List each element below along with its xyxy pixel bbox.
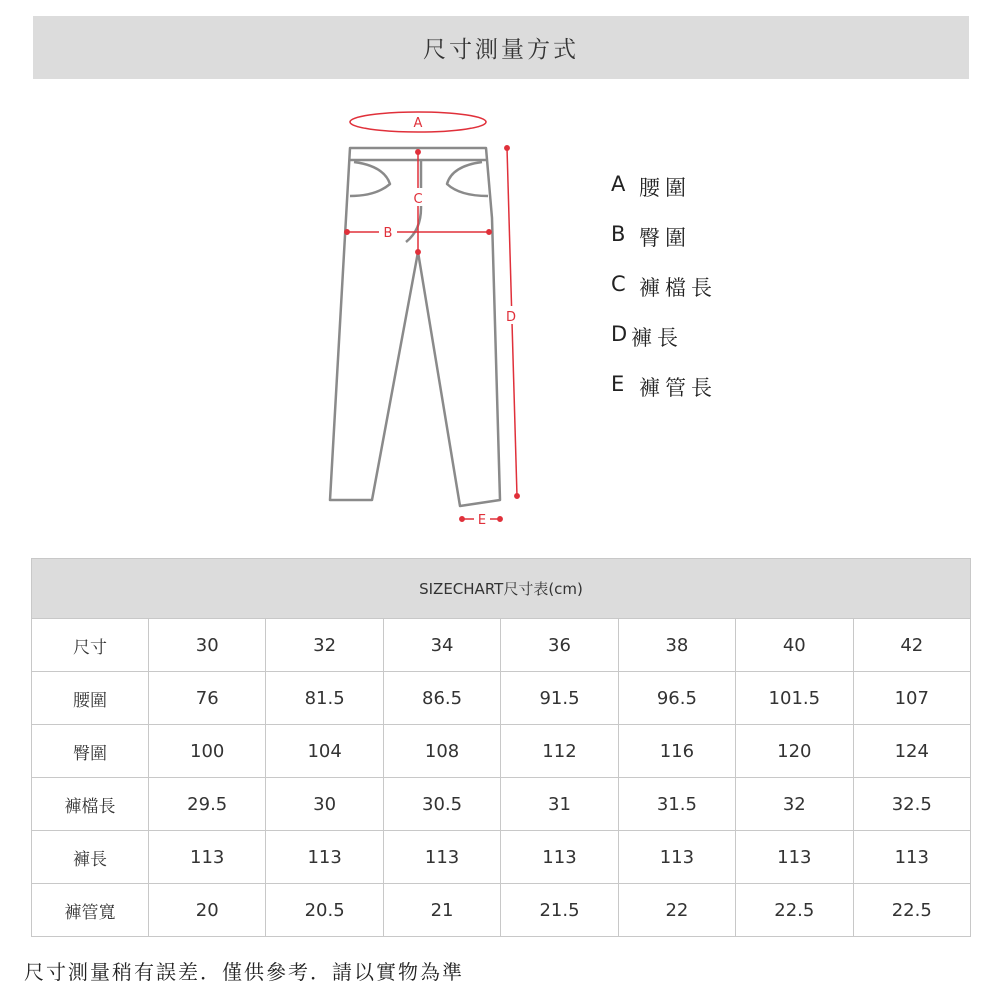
legend-key: C bbox=[611, 272, 626, 296]
legend-item bbox=[611, 172, 717, 222]
table-cell: 32.5 bbox=[853, 778, 970, 831]
row-label: 尺寸 bbox=[32, 619, 149, 672]
legend-text: 腰圍 bbox=[639, 176, 691, 200]
legend-text: 褲管長 bbox=[639, 376, 717, 400]
table-cell: 22 bbox=[618, 884, 735, 937]
right-pocket bbox=[447, 162, 488, 196]
size-chart-table bbox=[31, 558, 971, 937]
table-cell: 113 bbox=[149, 831, 266, 884]
table-cell: 34 bbox=[383, 619, 500, 672]
table-cell: 113 bbox=[853, 831, 970, 884]
table-cell: 20 bbox=[149, 884, 266, 937]
table-cell: 104 bbox=[266, 725, 383, 778]
table-row bbox=[32, 725, 971, 778]
legend-text: 臀圍 bbox=[639, 226, 691, 250]
table-row bbox=[32, 778, 971, 831]
table-cell: 36 bbox=[501, 619, 618, 672]
table-cell: 22.5 bbox=[736, 884, 853, 937]
row-label: 褲長 bbox=[32, 831, 149, 884]
table-cell: 21.5 bbox=[501, 884, 618, 937]
table-cell: 112 bbox=[501, 725, 618, 778]
marker-d: D bbox=[505, 310, 517, 325]
marker-a: A bbox=[413, 116, 423, 131]
legend-text: 褲檔長 bbox=[639, 276, 717, 300]
table-row bbox=[32, 884, 971, 937]
legend-item bbox=[611, 272, 717, 322]
table-cell: 20.5 bbox=[266, 884, 383, 937]
legend-item bbox=[611, 372, 717, 422]
table-cell: 86.5 bbox=[383, 672, 500, 725]
marker-b: B bbox=[383, 226, 393, 241]
table-cell: 81.5 bbox=[266, 672, 383, 725]
row-label: 褲管寬 bbox=[32, 884, 149, 937]
page-title: 尺寸測量方式 bbox=[423, 37, 579, 63]
table-cell: 32 bbox=[736, 778, 853, 831]
table-cell: 29.5 bbox=[149, 778, 266, 831]
legend-text: 褲長 bbox=[631, 326, 683, 350]
table-cell: 31.5 bbox=[618, 778, 735, 831]
legend-key: E bbox=[611, 372, 625, 396]
legend-item bbox=[611, 322, 717, 372]
table-cell: 101.5 bbox=[736, 672, 853, 725]
measurement-lines bbox=[345, 112, 519, 521]
marker-e: E bbox=[477, 513, 487, 528]
page-title-banner bbox=[33, 16, 969, 79]
table-cell: 76 bbox=[149, 672, 266, 725]
left-pocket bbox=[350, 162, 390, 196]
table-cell: 30.5 bbox=[383, 778, 500, 831]
table-cell: 120 bbox=[736, 725, 853, 778]
legend-item bbox=[611, 222, 717, 272]
table-cell: 124 bbox=[853, 725, 970, 778]
table-cell: 108 bbox=[383, 725, 500, 778]
measurement-disclaimer: 尺寸測量稍有誤差．僅供參考．請以實物為準 bbox=[24, 960, 464, 984]
legend-key: D bbox=[611, 322, 628, 346]
table-cell: 96.5 bbox=[618, 672, 735, 725]
row-label: 腰圍 bbox=[32, 672, 149, 725]
table-cell: 116 bbox=[618, 725, 735, 778]
pants-measurement-diagram bbox=[0, 100, 1000, 540]
table-row bbox=[32, 672, 971, 725]
table-cell: 40 bbox=[736, 619, 853, 672]
table-cell: 31 bbox=[501, 778, 618, 831]
table-row bbox=[32, 619, 971, 672]
table-cell: 22.5 bbox=[853, 884, 970, 937]
table-cell: 113 bbox=[501, 831, 618, 884]
size-chart-caption: SIZECHART尺寸表(cm) bbox=[32, 559, 971, 619]
row-label: 臀圍 bbox=[32, 725, 149, 778]
table-cell: 113 bbox=[383, 831, 500, 884]
table-cell: 42 bbox=[853, 619, 970, 672]
table-row bbox=[32, 831, 971, 884]
table-cell: 107 bbox=[853, 672, 970, 725]
table-cell: 30 bbox=[149, 619, 266, 672]
table-cell: 38 bbox=[618, 619, 735, 672]
table-cell: 113 bbox=[736, 831, 853, 884]
table-cell: 30 bbox=[266, 778, 383, 831]
table-cell: 113 bbox=[266, 831, 383, 884]
measurement-legend bbox=[611, 172, 717, 422]
legend-key: B bbox=[611, 222, 626, 246]
table-cell: 113 bbox=[618, 831, 735, 884]
table-cell: 21 bbox=[383, 884, 500, 937]
size-chart-body bbox=[32, 619, 971, 937]
row-label: 褲檔長 bbox=[32, 778, 149, 831]
legend-key: A bbox=[611, 172, 626, 196]
marker-c: C bbox=[413, 192, 423, 207]
table-cell: 32 bbox=[266, 619, 383, 672]
table-cell: 91.5 bbox=[501, 672, 618, 725]
table-cell: 100 bbox=[149, 725, 266, 778]
